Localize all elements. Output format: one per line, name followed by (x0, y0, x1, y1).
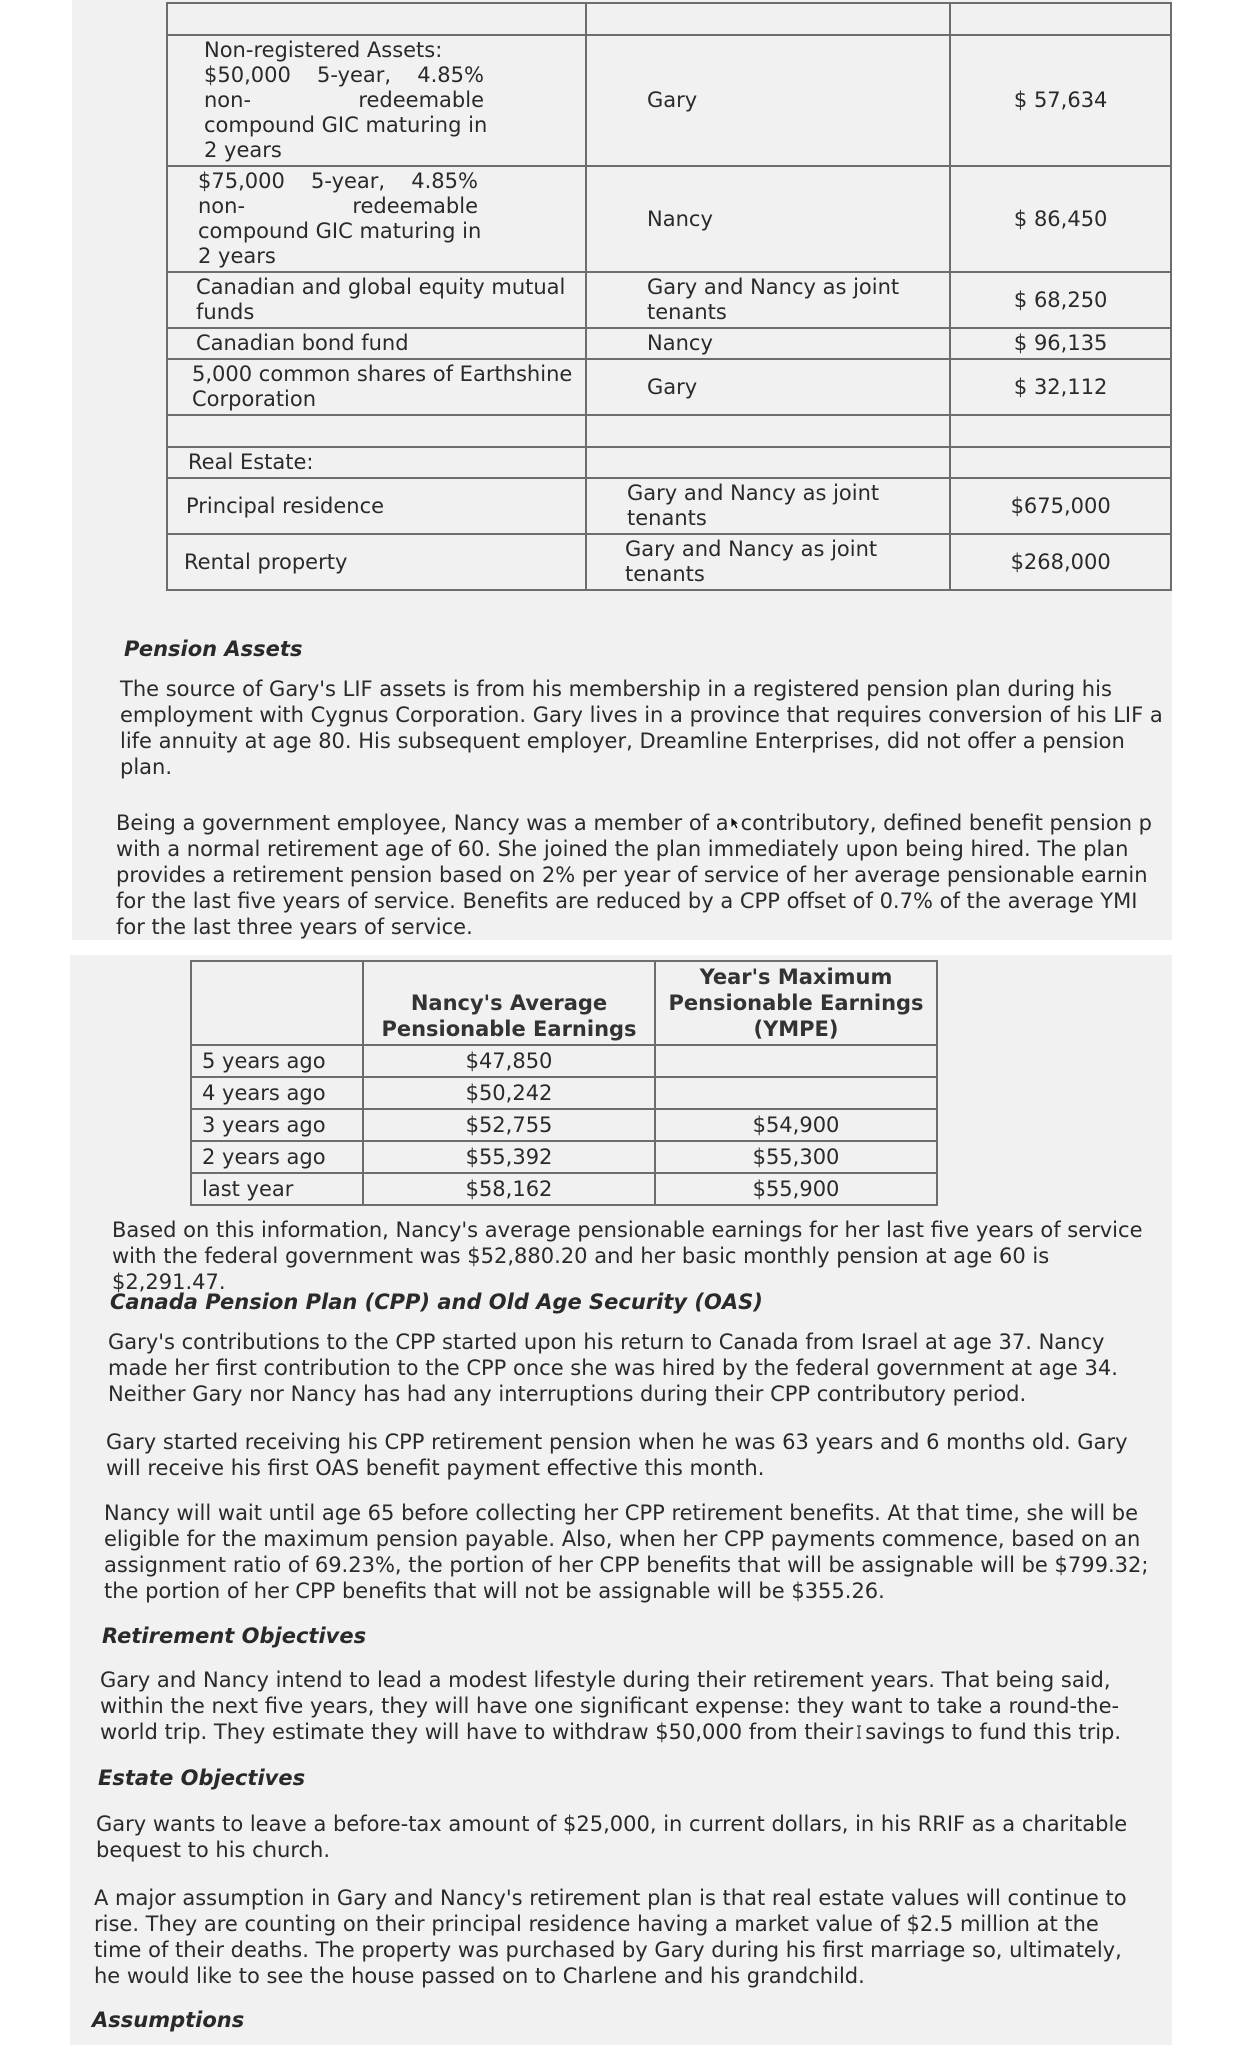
table-row (191, 1109, 937, 1141)
ympe-value: $55,900 (655, 1173, 937, 1205)
table-row (167, 35, 1171, 166)
table-header-row (191, 961, 937, 1045)
asset-value: $ 68,250 (950, 272, 1171, 328)
gic2-owner: Nancy (586, 166, 950, 272)
year-label: 4 years ago (191, 1077, 363, 1109)
gic2-description: $75,000 5-year, 4.85% non- redeemable compound GIC maturing in 2 years (167, 166, 586, 272)
arrow-cursor-icon (730, 816, 740, 830)
table-row (191, 1141, 937, 1173)
asset-description: Canadian bond fund (167, 328, 586, 359)
table-row (167, 3, 1171, 35)
asset-value: $ 96,135 (950, 328, 1171, 359)
assumptions-heading: Assumptions (92, 2008, 245, 2032)
retirement-paragraph: Gary and Nancy intend to lead a modest lifestyle during their retirement years. That being said, within the next five years, they will have one significant expense: they want to take a round-the-world trip. They estimate they will have to withdraw $50,000 from their savings to fund this trip. (100, 1668, 1122, 1744)
real-estate-label: Real Estate: (167, 447, 586, 478)
earnings-value: $47,850 (363, 1045, 655, 1077)
property-owner: Gary and Nancy as joint tenants (586, 534, 950, 590)
table-row (167, 478, 1171, 534)
asset-owner: Gary (586, 359, 950, 415)
asset-owner: Gary and Nancy as joint tenants (586, 272, 950, 328)
year-label: 2 years ago (191, 1141, 363, 1173)
ympe-value: $55,300 (655, 1141, 937, 1173)
screenshot-top-section (72, 0, 1172, 940)
estate-paragraph-1: Gary wants to leave a before-tax amount of $25,000, in current dollars, in his RRIF as a charitable bequest to his church. (96, 1812, 1128, 1862)
property-description: Principal residence (167, 478, 586, 534)
estate-objectives-heading: Estate Objectives (98, 1766, 306, 1790)
year-label: 5 years ago (191, 1045, 363, 1077)
gic2-value: $ 86,450 (950, 166, 1171, 272)
asset-description: 5,000 common shares of Earthshine Corporation (167, 359, 586, 415)
ympe-value (655, 1077, 937, 1109)
pension-paragraph-2: Being a government employee, Nancy was a member of a contributory, defined benefit pension p with a normal retirement age of 60. She joined the plan immediately upon being hired. The plan provides a retirement pension based on 2% per year of service of her average pensionable earnin for the last five years of service. Benefits are reduced by a CPP offset of 0.7% of the average YMI for the last three years of service. (116, 811, 1153, 939)
ympe-header: Year's Maximum Pensionable Earnings (YMPE) (655, 961, 937, 1045)
gic1-value: $ 57,634 (950, 35, 1171, 166)
earnings-value: $52,755 (363, 1109, 655, 1141)
earnings-value: $55,392 (363, 1141, 655, 1173)
retirement-objectives-heading: Retirement Objectives (102, 1624, 367, 1648)
table-row (167, 359, 1171, 415)
gic1-description: Non-registered Assets: $50,000 5-year, 4.85% non- redeemable compound GIC maturing in 2 years (167, 35, 586, 166)
property-owner: Gary and Nancy as joint tenants (586, 478, 950, 534)
non-registered-label: Non-registered Assets: (204, 38, 443, 62)
property-value: $675,000 (950, 478, 1171, 534)
pension-paragraph-1: The source of Gary's LIF assets is from his membership in a registered pension plan during his employment with Cygnus Corporation. Gary lives in a province that requires conversion of his LIF a life annuity at age 80. His subsequent employer, Dreamline Enterprises, did not offer a pension plan. (120, 677, 1163, 779)
cpp-paragraph-2: Gary started receiving his CPP retirement pension when he was 63 years and 6 months old. Gary will receive his first OAS benefit payment effective this month. (106, 1430, 1128, 1480)
cpp-oas-heading: Canada Pension Plan (CPP) and Old Age Security (OAS) (110, 1290, 763, 1314)
table-row (191, 1077, 937, 1109)
cpp-paragraph-1: Gary's contributions to the CPP started upon his return to Canada from Israel at age 37. Nancy made her first contribution to the CPP once she was hired by the federal government at age 34. Neither Gary nor Nancy has had any interruptions during their CPP contributory period. (108, 1330, 1118, 1406)
screenshot-bottom-section (70, 955, 1172, 2045)
asset-description: Canadian and global equity mutual funds (167, 272, 586, 328)
earnings-summary: Based on this information, Nancy's average pensionable earnings for her last five years of service with the federal government was $52,880.20 and her basic monthly pension at age 60 is $2,291.47. (112, 1218, 1143, 1294)
table-row (167, 447, 1171, 478)
year-label: last year (191, 1173, 363, 1205)
table-row (191, 1173, 937, 1205)
average-pensionable-earnings-header: Nancy's Average Pensionable Earnings (363, 961, 655, 1045)
earnings-table (190, 960, 938, 1206)
table-row (191, 1045, 937, 1077)
table-row (167, 272, 1171, 328)
earnings-value: $50,242 (363, 1077, 655, 1109)
gic1-owner: Gary (586, 35, 950, 166)
earnings-value: $58,162 (363, 1173, 655, 1205)
table-row (167, 166, 1171, 272)
pension-assets-heading: Pension Assets (124, 637, 303, 661)
assets-table (166, 2, 1172, 591)
ibeam-cursor-icon (854, 1725, 864, 1739)
property-description: Rental property (167, 534, 586, 590)
table-row (167, 328, 1171, 359)
property-value: $268,000 (950, 534, 1171, 590)
asset-value: $ 32,112 (950, 359, 1171, 415)
ympe-value: $54,900 (655, 1109, 937, 1141)
cpp-paragraph-3: Nancy will wait until age 65 before collecting her CPP retirement benefits. At that time, she will be eligible for the maximum pension payable. Also, when her CPP payments commence, based on an assignment ratio of 69.23%, the portion of her CPP benefits that will be assignable will be $799.32; the portion of her CPP benefits that will not be assignable will be $355.26. (104, 1501, 1149, 1603)
table-row (167, 415, 1171, 447)
ympe-value (655, 1045, 937, 1077)
asset-owner: Nancy (586, 328, 950, 359)
estate-paragraph-2: A major assumption in Gary and Nancy's retirement plan is that real estate values will continue to rise. They are counting on their principal residence having a market value of $2.5 million at the time of their deaths. The property was purchased by Gary during his first marriage so, ultimately, he would like to see the house passed on to Charlene and his grandchild. (94, 1886, 1127, 1988)
table-row (167, 534, 1171, 590)
year-label: 3 years ago (191, 1109, 363, 1141)
